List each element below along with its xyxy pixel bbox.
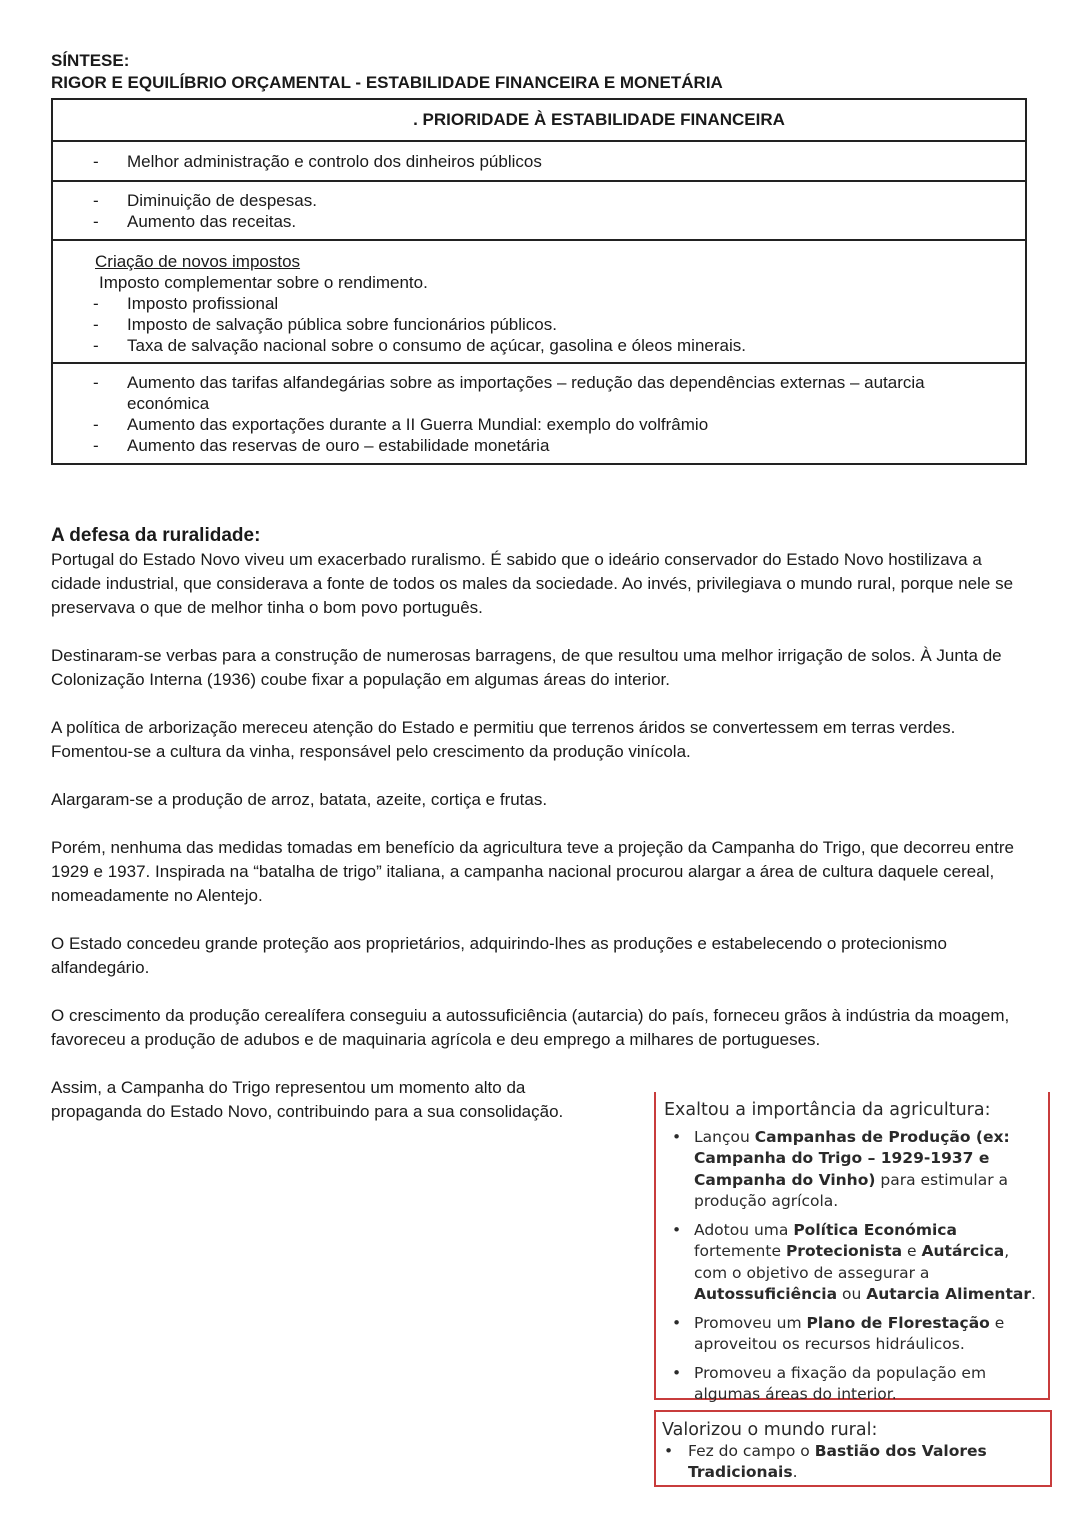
paragraph: A política de arborização mereceu atenção do Estado e permitiu que terrenos áridos se convertessem em terras verdes. Fomentou-se a cultura da vinha, responsável pelo crescimento da produção vinícola.	[51, 718, 956, 761]
text-run: Promoveu um	[694, 1313, 807, 1332]
text-run: ou	[837, 1285, 867, 1303]
text-run: para estimular a produção agrícola.	[694, 1170, 1009, 1210]
text-run: Autossuficiência	[694, 1285, 838, 1303]
synthesis-title: RIGOR E EQUILÍBRIO ORÇAMENTAL - ESTABILIDADE FINANCEIRA E MONETÁRIA	[51, 73, 723, 92]
list-item: Imposto profissional	[127, 294, 279, 313]
text-run: Promoveu a fixação da população em algumas áreas do interior.	[694, 1363, 987, 1403]
text-run: Fez do campo o	[688, 1442, 815, 1460]
paragraph: Alargaram-se a produção de arroz, batata, azeite, cortiça e frutas.	[51, 790, 548, 809]
dash-bullet: -	[93, 336, 99, 355]
dash-bullet: -	[93, 294, 99, 313]
table-header: . PRIORIDADE À ESTABILIDADE FINANCEIRA	[52, 99, 1026, 141]
rural-world-box	[654, 1410, 1052, 1487]
list-item: Aumento das reservas de ouro – estabilidade monetária	[127, 436, 550, 455]
list-item	[664, 1220, 1038, 1306]
dash-bullet: -	[93, 373, 99, 392]
text-run: .	[1030, 1285, 1036, 1303]
list-item	[664, 1127, 1038, 1213]
list-item: Melhor administração e controlo dos dinheiros públicos	[127, 152, 542, 171]
synthesis-label: SÍNTESE:	[51, 51, 130, 70]
new-taxes-subtitle: Imposto complementar sobre o rendimento.	[99, 273, 428, 292]
paragraph: O crescimento da produção cerealífera conseguiu a autossuficiência (autarcia) do país, forneceu grãos à indústria da moagem, favoreceu a produção de adubos e de maquinaria agrícola e deu emprego a milhares de portugueses.	[51, 1006, 1010, 1049]
list-item	[662, 1441, 1040, 1483]
table-row	[52, 181, 1026, 240]
synthesis-heading	[51, 50, 723, 94]
text-run: Política Económica	[793, 1220, 957, 1239]
dash-bullet: -	[93, 415, 99, 434]
dash-bullet: -	[93, 315, 99, 334]
bullet-icon: •	[672, 1313, 682, 1332]
list-item	[664, 1313, 1038, 1356]
text-run: Plano de Florestação	[806, 1313, 990, 1332]
list-item: Diminuição de despesas.	[127, 191, 317, 210]
table-row	[52, 141, 1026, 181]
paragraph: O Estado concedeu grande proteção aos proprietários, adquirindo-lhes as produções e estabelecendo o protecionismo alfandegário.	[51, 934, 947, 977]
dash-bullet: -	[93, 152, 99, 171]
paragraph: Destinaram-se verbas para a construção de numerosas barragens, de que resultou uma melhor irrigação de solos. À Junta de Colonização Interna (1936) coube fixar a população em algumas áreas do interior.	[51, 646, 1002, 689]
table-header-row	[52, 99, 1026, 141]
text-run: Campanhas de Produção (ex: Campanha do Trigo – 1929-1937 e Campanha do Vinho)	[694, 1127, 1010, 1189]
synthesis-table	[51, 98, 1027, 465]
table-row	[52, 240, 1026, 363]
box-title: Valorizou o mundo rural:	[662, 1420, 878, 1440]
section-title: A defesa da ruralidade:	[51, 525, 261, 546]
bullet-icon: •	[672, 1363, 682, 1382]
text-run: fortemente	[694, 1242, 786, 1260]
bullet-icon: •	[664, 1442, 674, 1460]
text-run: e aproveitou os recursos hidráulicos.	[694, 1313, 1005, 1353]
list-item: Aumento das exportações durante a II Guerra Mundial: exemplo do volfrâmio	[127, 415, 709, 434]
text-run: .	[792, 1463, 798, 1481]
paragraph: Porém, nenhuma das medidas tomadas em benefício da agricultura teve a projeção da Campanha do Trigo, que decorreu entre 1929 e 1937. Inspirada na “batalha de trigo” italiana, a campanha nacional procurou alargar a área de cultura daquele cereal, nomeadamente no Alentejo.	[51, 838, 1014, 905]
ruralidade-section	[51, 524, 1026, 1148]
text-run: Adotou uma	[694, 1220, 794, 1239]
paragraph: Assim, a Campanha do Trigo representou um momento alto da propaganda do Estado Novo, contribuindo para a sua consolidação.	[51, 1078, 564, 1121]
text-run: Lançou	[694, 1127, 755, 1146]
list-item: Aumento das receitas.	[127, 212, 297, 231]
table-row	[52, 363, 1026, 464]
list-item: Taxa de salvação nacional sobre o consumo de açúcar, gasolina e óleos minerais.	[127, 336, 746, 355]
paragraph: Portugal do Estado Novo viveu um exacerbado ruralismo. É sabido que o ideário conservador do Estado Novo hostilizava a cidade industrial, que considerava a fonte de todos os males da sociedade. Ao invés, privilegiava o mundo rural, porque nele se preservava o que de melhor tinha o bom povo português.	[51, 550, 1014, 617]
bullet-icon: •	[672, 1220, 682, 1239]
dash-bullet: -	[93, 436, 99, 455]
box-title: Exaltou a importância da agricultura:	[664, 1100, 991, 1120]
list-item: Aumento das tarifas alfandegárias sobre as importações – redução das dependências externas – autarcia económica	[127, 373, 925, 413]
dash-bullet: -	[93, 212, 99, 231]
agriculture-summary-box	[654, 1092, 1050, 1403]
list-item	[664, 1363, 1038, 1406]
new-taxes-title: Criação de novos impostos	[95, 252, 301, 271]
text-run: Autarcia Alimentar	[866, 1285, 1031, 1303]
text-run: e	[902, 1242, 922, 1260]
dash-bullet: -	[93, 191, 99, 210]
text-run: Autárcica	[921, 1242, 1005, 1260]
text-run: Protecionista	[785, 1242, 903, 1260]
list-item: Imposto de salvação pública sobre funcionários públicos.	[127, 315, 557, 334]
text-run: , com o objetivo de assegurar a	[694, 1242, 1010, 1282]
text-run: Bastião dos Valores Tradicionais	[688, 1442, 987, 1481]
bullet-icon: •	[672, 1127, 682, 1146]
